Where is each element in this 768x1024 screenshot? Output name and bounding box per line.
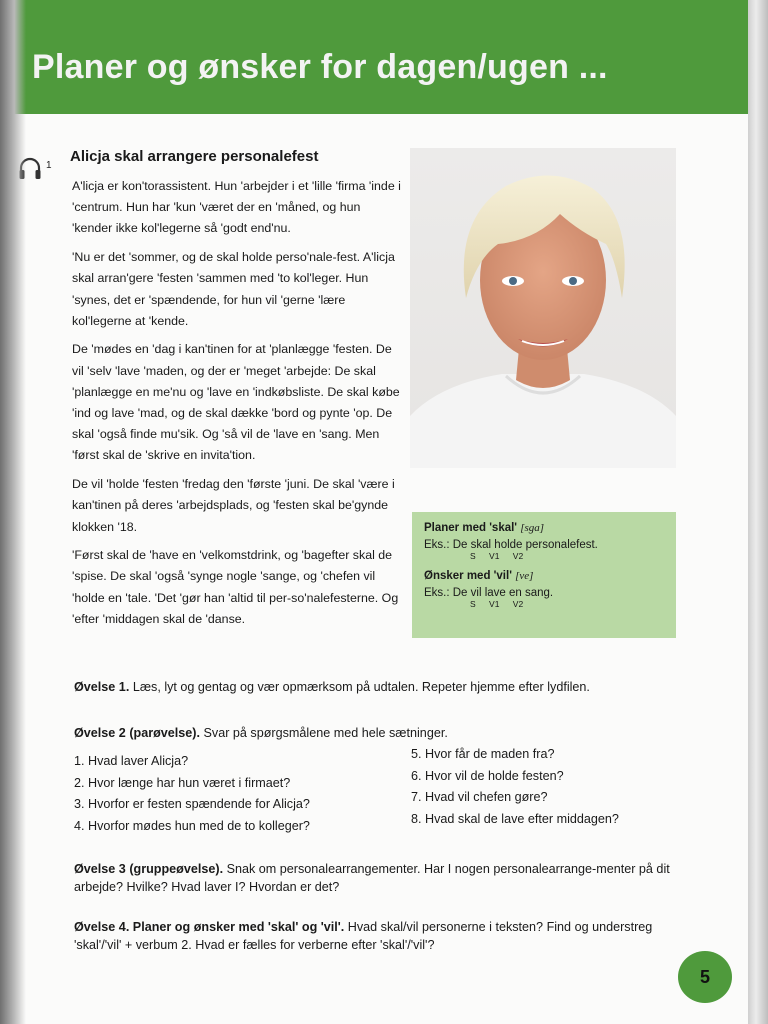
story-text xyxy=(72,176,402,638)
exercise-1-label: Øvelse 1. xyxy=(74,680,130,694)
exercise-3-label: Øvelse 3 (gruppeøvelse). xyxy=(74,862,224,876)
story-paragraph: A'licja er kon'torassistent. Hun 'arbejder i et 'lille 'firma 'inde i 'centrum. Hun har 'kun 'været der en 'måned, og hun 'kender ikke kol'legerne så 'godt end'nu. xyxy=(72,179,401,236)
story-paragraph: De vil 'holde 'festen 'fredag den 'første 'juni. De skal 'være i kan'tinen på deres 'arbejdsplads, og 'festen skal be'gynde klokken '18. xyxy=(72,477,395,534)
exercise-1 xyxy=(74,680,714,694)
exercise-2-text: Svar på spørgsmålene med hele sætninger. xyxy=(200,726,448,740)
question-item: 6. Hvor vil de holde festen? xyxy=(411,768,564,783)
section-title: Alicja skal arrangere personalefest xyxy=(70,148,319,165)
grammar-vil-example: Eks.: De vil lave en sang. xyxy=(424,587,554,599)
track-number: 1 xyxy=(46,160,52,171)
exercise-4 xyxy=(74,918,674,954)
question-item: 3. Hvorfor er festen spændende for Alicja? xyxy=(74,797,310,812)
grammar-skal-example: Eks.: De skal holde personalefest. xyxy=(424,539,598,551)
question-item: 8. Hvad skal de lave efter middagen? xyxy=(411,811,619,826)
vil-pronunciation: [ve] xyxy=(515,570,534,582)
grammar-skal-heading: Planer med 'skal' [sga] xyxy=(424,522,545,534)
header-banner xyxy=(0,0,748,114)
question-item: 1. Hvad laver Alicja? xyxy=(74,754,189,768)
woman-portrait-image xyxy=(410,148,676,468)
skal-pronunciation: [sga] xyxy=(520,522,545,534)
story-paragraph: 'Nu er det 'sommer, og de skal holde perso'nale-fest. A'licja skal arran'gere 'festen 'sammen med 'to kol'leger. Hun 'synes, det er 'spændende, for hun vil 'gerne 'lære kol'legerne at 'kende. xyxy=(72,250,395,328)
grammar-vil-heading: Ønsker med 'vil' [ve] xyxy=(424,570,534,582)
question-item: 2. Hvor længe har hun været i firmaet? xyxy=(74,775,291,790)
portrait-photo xyxy=(410,148,676,468)
questions-left xyxy=(74,751,310,837)
page-title: Planer og ønsker for dagen/ugen ... xyxy=(32,48,608,86)
exercise-3-text: Snak om personalearrangementer. Har I nogen personalearrange-menter på dit arbejde? Hvilke? Hvad laver I? Hvordan er det? xyxy=(74,862,670,894)
story-paragraph: 'Først skal de 'have en 'velkomstdrink, og 'bagefter skal de 'spise. De skal 'også 'synge nogle 'sange, og 'chefen vil 'holde en 'tale. 'Det 'gør han 'altid til per-so'nalefesterne. Og 'efter 'middagen skal de 'danse. xyxy=(72,548,399,626)
book-spine-shadow xyxy=(0,0,26,1024)
question-item: 5. Hvor får de maden fra? xyxy=(411,747,555,761)
page-number: 5 xyxy=(678,951,732,1003)
grammar-vil-marks: S V1 V2 xyxy=(470,599,524,609)
questions-right xyxy=(411,744,619,830)
grammar-skal-marks: S V1 V2 xyxy=(470,551,524,561)
page-edge xyxy=(748,0,768,1024)
question-item: 4. Hvorfor mødes hun med de to kolleger? xyxy=(74,818,310,833)
exercise-2-label: Øvelse 2 (parøvelse). xyxy=(74,726,201,740)
exercise-4-text: Hvad skal/vil personerne i teksten? Find og understreg 'skal'/'vil' + verbum 2. Hvad er fælles for verberne efter 'skal'/'vil'? xyxy=(74,920,653,952)
story-paragraph: De 'mødes en 'dag i kan'tinen for at 'planlægge 'festen. De vil 'selv 'lave 'maden, og der er 'meget 'arbejde: De skal 'planlægge en me'nu og 'lave en 'indkøbsliste. De skal købe 'ind og lave 'mad, og de skal dække 'bord og pynte 'op. De skal 'også finde mu'sik. Og 'så vil de 'lave en 'sang. Men 'først skal de 'skrive en invita'tion. xyxy=(72,342,400,463)
question-item: 7. Hvad vil chefen gøre? xyxy=(411,790,548,805)
grammar-box xyxy=(412,512,676,638)
exercise-4-label: Øvelse 4. Planer og ønsker med 'skal' og 'vil'. xyxy=(74,920,345,934)
exercise-3 xyxy=(74,860,674,896)
exercise-1-text: Læs, lyt og gentag og vær opmærksom på udtalen. Repeter hjemme efter lydfilen. xyxy=(129,680,590,694)
exercise-2 xyxy=(74,726,714,740)
